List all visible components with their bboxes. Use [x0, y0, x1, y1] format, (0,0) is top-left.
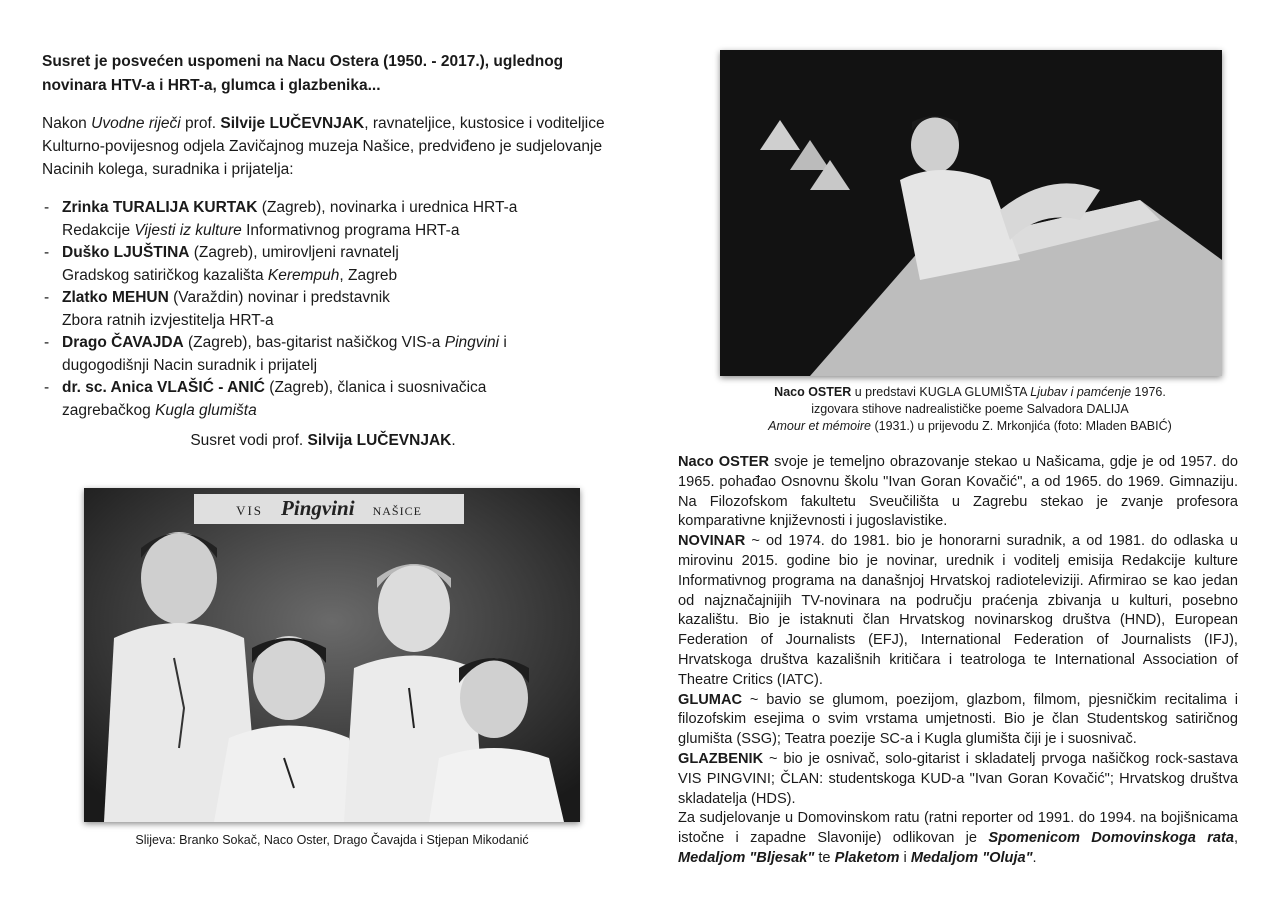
text-bold: Silvije LUČEVNJAK — [220, 115, 365, 132]
text-italic: Vijesti iz kulture — [134, 221, 242, 239]
text: ~ bio je osnivač, solo-gitarist i skladatelj prvoga našičkog rock-sastava VIS PINGVINI; ČLAN: studentskoga KUD-a "Ivan Goran Kovačić"; Hrvatskog društva skladatelja (HDS). — [678, 750, 1238, 807]
text-bold: NOVINAR — [678, 533, 746, 550]
text: (Zagreb), članica i suosnivačica — [264, 379, 487, 396]
text-italic: Kerempuh — [267, 266, 340, 284]
text-bold-italic: Spomenicom Domovinskoga rata — [988, 830, 1234, 847]
text: i — [499, 334, 507, 351]
text: u predstavi KUGLA GLUMIŠTA — [851, 385, 1031, 399]
band-banner — [194, 496, 464, 521]
text: . — [451, 432, 456, 449]
guest-name: Drago ČAVAJDA — [62, 334, 184, 351]
text: zagrebačkog — [62, 401, 156, 419]
bio-paragraph-journalist — [678, 532, 1238, 690]
banner-town: NAŠICE — [372, 504, 422, 518]
text: ~ bavio se glumom, poezijom, glazbom, filmom, pjesničkim recitalima i filozofskim esejima o svim vrstama umjetnosti. Bio je član Studentskog satiričnog glumišta (SSG); Teatra poezije SC-a i Kugla glumišta čiji je i suosnivač. — [678, 691, 1238, 748]
text: Zbora ratnih izvjestitelja HRT-a — [62, 311, 274, 329]
text: 1976. — [1131, 385, 1166, 399]
text: , Zagreb — [339, 266, 398, 284]
stage-photo-caption — [700, 384, 1240, 435]
text: (Varaždin) novinar i predstavnik — [168, 289, 390, 306]
guest-item — [42, 287, 632, 332]
text: i — [899, 849, 911, 866]
biography — [678, 453, 1238, 869]
text: (Zagreb), novinarka i urednica HRT-a — [257, 199, 518, 216]
guest-item — [42, 332, 632, 377]
text-italic: Amour et mémoire — [768, 419, 871, 433]
guest-name: Zrinka TURALIJA KURTAK — [62, 199, 258, 216]
guest-name: Zlatko MEHUN — [62, 289, 169, 306]
intro-heading: Susret je posvećen uspomeni na Nacu Ostera (1950. - 2017.), uglednog novinara HTV-a i HRT-a, glumca i glazbenika... — [42, 53, 564, 94]
band-photo-image — [84, 488, 580, 822]
text-bold: GLAZBENIK — [678, 750, 764, 767]
band-photo — [84, 488, 580, 822]
bio-paragraph-actor — [678, 691, 1238, 750]
stage-photo — [720, 50, 1222, 376]
text: ~ od 1974. do 1981. bio je honorarni suradnik, a od 1981. do odlaska u mirovinu 2015. godine bio je novinar, urednik i voditelj emisija Redakcije kulture Informativnog programa na današnjoj Hrvatskoj radioteleviziji. Afirmirao se kao jedan od najznačajnijih TV-novinara na području praćenja zbivanja u kulturi, posebno kazalištu. Bio je istaknuti član Hrvatskog novinarskog društva (HND), European Federation of Journalists (EFJ), International Federation of Journalists (IFJ), Hrvatskoga društva kazališnih kritičara i teatrologa te International Association of Theatre Critics (IATC). — [678, 533, 1238, 688]
text: Za sudjelovanje u Domovinskom ratu (ratni reporter od 1991. do 1994. na bojišnicama istočne i zapadne Slavonije) odlikovan je — [678, 810, 1238, 847]
moderator-line — [28, 432, 618, 450]
text: svoje je temeljno obrazovanje stekao u Našicama, gdje je od 1957. do 1965. pohađao Osnovnu školu "Ivan Goran Kovačić", a od 1965. do 1969. Gimnaziju. Na Filozofskom fakultetu Sveučilišta u Zagrebu stekao je zvanje profesora komparativne književnosti i jugoslavistike. — [678, 454, 1239, 530]
text-bold-italic: Plaketom — [834, 849, 900, 866]
text: (Zagreb), bas-gitarist našičkog VIS-a — [183, 334, 445, 351]
bio-paragraph-war — [678, 809, 1238, 868]
text: Informativnog programa HRT-a — [241, 221, 460, 239]
text: Nakon — [42, 115, 92, 132]
text: dugogodišnji Nacin suradnik i prijatelj — [62, 356, 318, 374]
guest-name: dr. sc. Anica VLAŠIĆ - ANIĆ — [62, 379, 265, 396]
text-bold-italic: Medaljom "Oluja" — [910, 849, 1033, 866]
band-photo-caption: Slijeva: Branko Sokač, Naco Oster, Drago Čavajda i Stjepan Mikodanić — [135, 833, 529, 847]
text-bold: GLUMAC — [678, 691, 743, 708]
text: Redakcije — [62, 221, 135, 239]
text-bold: Naco OSTER — [678, 454, 770, 470]
text-italic: Kugla glumišta — [155, 401, 257, 419]
stage-photo-image — [720, 50, 1222, 376]
text: , — [1233, 830, 1239, 847]
guest-item — [42, 242, 632, 287]
left-column — [42, 50, 632, 422]
banner-vis: VIS — [236, 503, 264, 518]
text-bold: Silvija LUČEVNJAK — [307, 432, 452, 449]
text-italic: Pingvini — [444, 334, 500, 351]
intro-paragraph — [42, 112, 632, 181]
text-italic: Uvodne riječi — [91, 115, 181, 132]
text-bold-italic: Medaljom "Bljesak" — [678, 849, 815, 866]
text: (Zagreb), umirovljeni ravnatelj — [189, 244, 399, 261]
guest-item — [42, 377, 632, 422]
text: prof. — [180, 115, 221, 132]
guest-list — [42, 197, 632, 422]
text: , ravnateljice, kustosice i voditeljice Kulturno-povijesnog odjela Zavičajnog muzeja Našice, predviđeno je sudjelovanje Nacinih kolega, suradnika i prijatelja: — [42, 115, 605, 178]
banner-name: Pingvini — [281, 496, 355, 520]
text: . — [1032, 849, 1037, 866]
text-bold: Naco OSTER — [774, 385, 852, 399]
text-italic: Ljubav i pamćenje — [1030, 385, 1132, 399]
text: Susret vodi prof. — [190, 432, 308, 449]
text: (1931.) u prijevodu Z. Mrkonjića (foto: Mladen BABIĆ) — [870, 419, 1172, 433]
text: te — [814, 849, 835, 866]
guest-item — [42, 197, 632, 242]
guest-name: Duško LJUŠTINA — [62, 244, 190, 261]
text: Gradskog satiričkog kazališta — [62, 266, 268, 284]
text: izgovara stihove nadrealističke poeme Salvadora DALIJA — [811, 402, 1129, 416]
bio-paragraph-education — [678, 453, 1238, 532]
bio-paragraph-musician — [678, 750, 1238, 809]
